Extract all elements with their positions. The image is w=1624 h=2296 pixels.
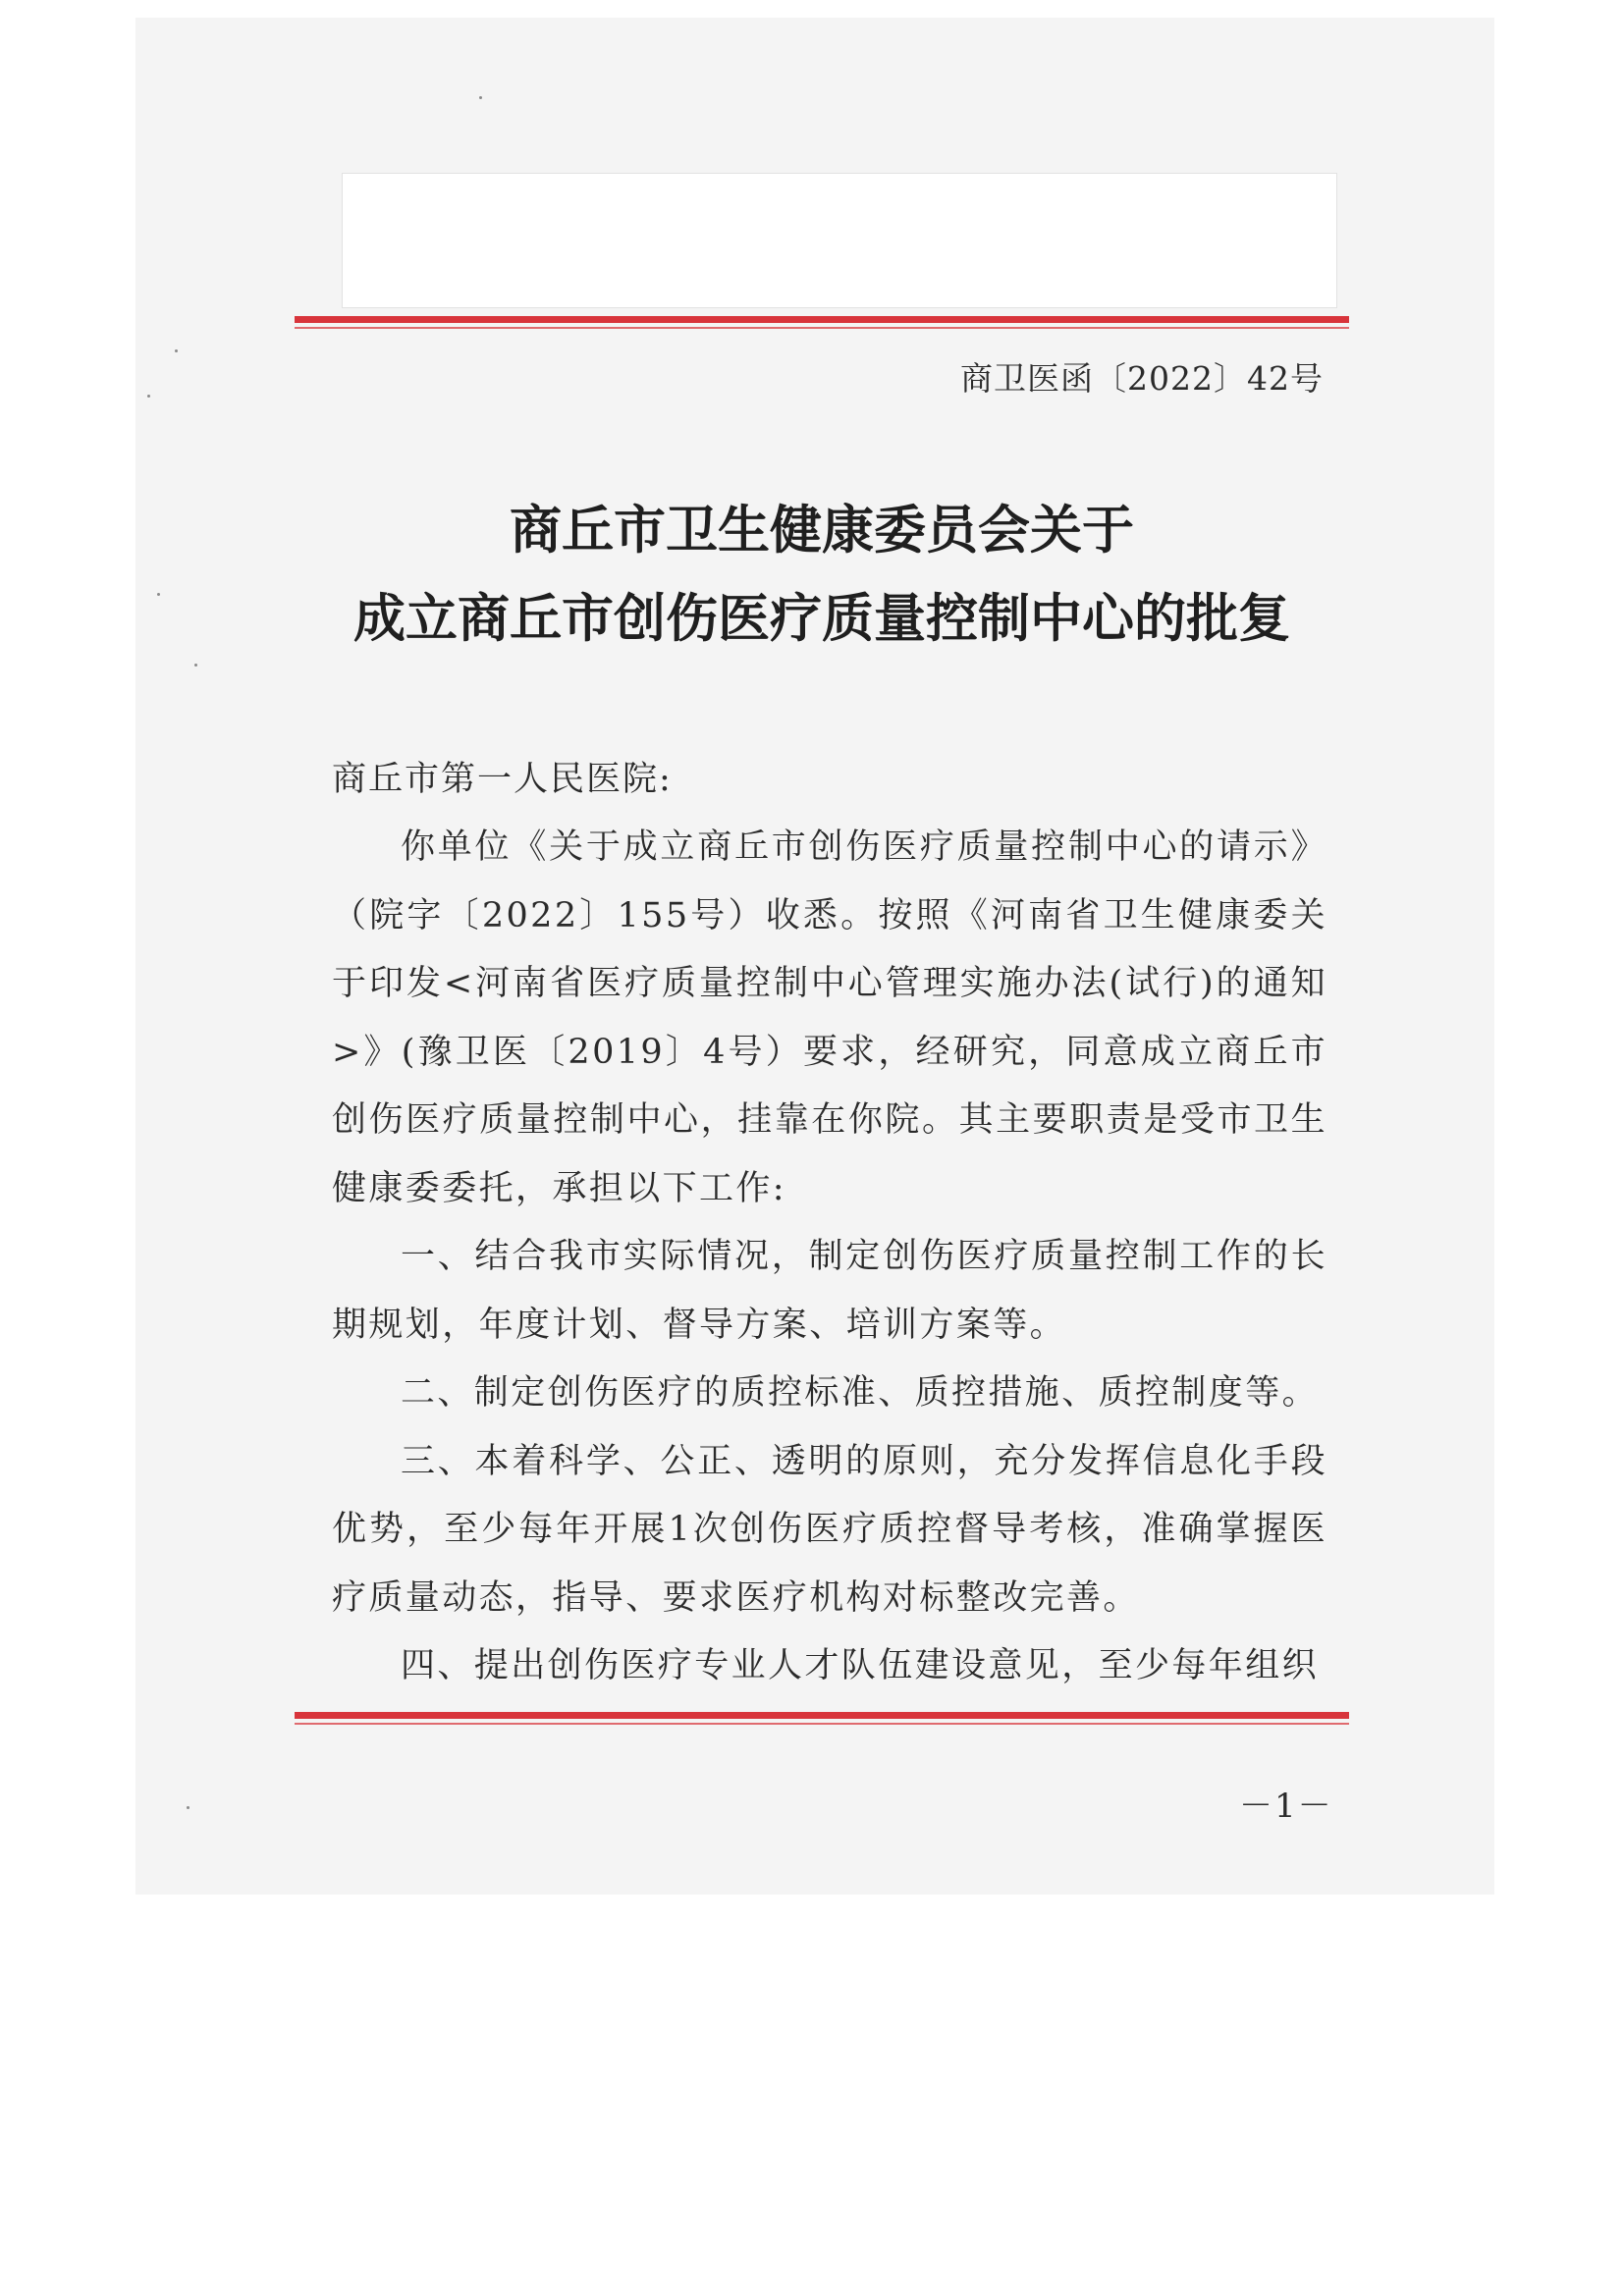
paragraph-item-1: 一、结合我市实际情况，制定创伤医疗质量控制工作的长期规划，年度计划、督导方案、培训方案等。 (332, 1237, 1327, 1345)
page-number: －1－ (1239, 1787, 1333, 1826)
scan-speck (479, 96, 482, 99)
scan-speck (157, 593, 160, 596)
header-red-rule (295, 316, 1349, 323)
document-title-line-1: 商丘市卫生健康委员会关于 (510, 500, 1134, 561)
paragraph-item-4: 四、提出创伤医疗专业人才队伍建设意见，至少每年组织 (401, 1646, 1320, 1685)
document-number: 商卫医函〔2022〕42号 (960, 359, 1324, 398)
scan-speck (194, 664, 197, 667)
document-title-line-2: 成立商丘市创伤医疗质量控制中心的批复 (353, 588, 1290, 649)
body-paragraphs (332, 814, 1327, 1701)
scan-speck (147, 395, 150, 398)
footer-red-rule (295, 1712, 1349, 1719)
scan-speck (187, 1806, 189, 1809)
recipient: 商丘市第一人民医院: (332, 760, 673, 799)
paragraph-intro: 你单位《关于成立商丘市创伤医疗质量控制中心的请示》（院字〔2022〕155号）收悉。按照《河南省卫生健康委关于印发<河南省医疗质量控制中心管理实施办法(试行)的通知>》(豫卫医〔2019〕4号）要求，经研究，同意成立商丘市创伤医疗质量控制中心，挂靠在你院。其主要职责是受市卫生健康委委托，承担以下工作: (332, 828, 1327, 1208)
scan-speck (175, 349, 178, 352)
paragraph-item-2: 二、制定创伤医疗的质控标准、质控措施、质控制度等。 (401, 1373, 1320, 1413)
paragraph-item-3: 三、本着科学、公正、透明的原则，充分发挥信息化手段优势，至少每年开展1次创伤医疗质控督导考核，准确掌握医疗质量动态，指导、要求医疗机构对标整改完善。 (332, 1441, 1327, 1618)
letterhead-redacted-area (342, 173, 1337, 308)
